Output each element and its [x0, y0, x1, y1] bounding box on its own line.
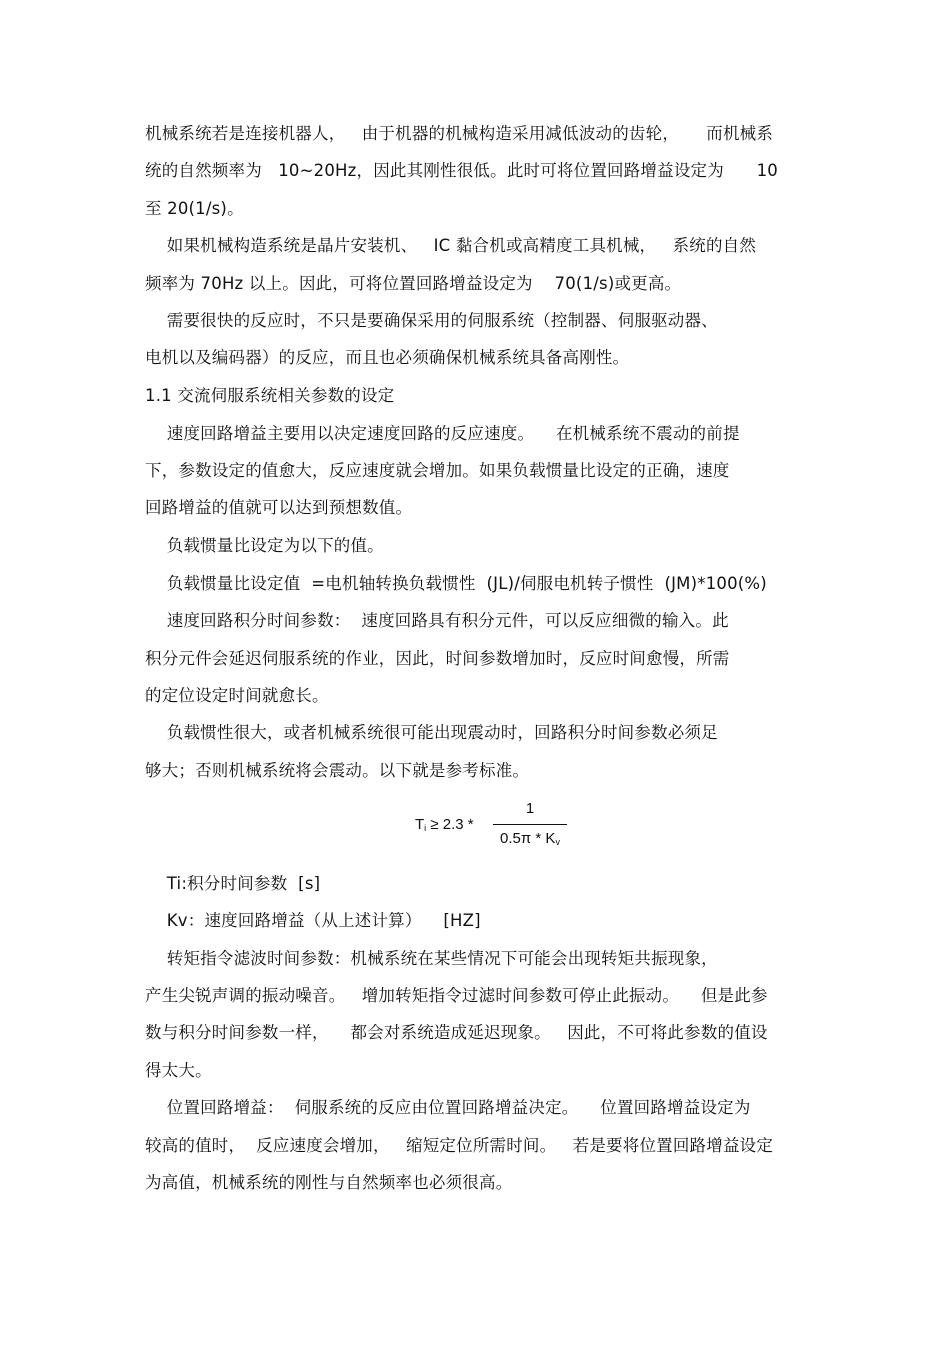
- formula-fraction-bar: [493, 824, 567, 825]
- text-line: Kv：速度回路增益（从上述计算） [HZ]: [145, 911, 481, 930]
- text-line: 够大；否则机械系统将会震动。以下就是参考标准。: [145, 761, 530, 780]
- formula-denominator: [493, 830, 567, 847]
- text-line: 电机以及编码器）的反应，而且也必须确保机械系统具备高刚性。: [145, 348, 630, 367]
- text-line: 1.1 交流伺服系统相关参数的设定: [145, 386, 395, 405]
- formula-sub-v: v: [555, 837, 560, 847]
- formula-lhs: [415, 816, 474, 833]
- text-line: 的定位设定时间就愈长。: [145, 686, 329, 705]
- text-line: 位置回路增益： 伺服系统的反应由位置回路增益决定。 位置回路增益设定为: [145, 1098, 751, 1117]
- formula-denominator-main: 0.5π * K: [500, 830, 556, 847]
- text-line: 统的自然频率为 10~20Hz，因此其刚性很低。此时可将位置回路增益设定为 10: [145, 161, 778, 180]
- text-line: 速度回路积分时间参数： 速度回路具有积分元件，可以反应细微的输入。此: [145, 611, 729, 630]
- formula-numerator: 1: [525, 800, 535, 817]
- text-line: 负载惯性很大，或者机械系统很可能出现震动时，回路积分时间参数必须足: [145, 723, 718, 742]
- text-line: 得太大。: [145, 1061, 212, 1080]
- text-line: 积分元件会延迟伺服系统的作业，因此，时间参数增加时，反应时间愈慢，所需: [145, 649, 730, 668]
- text-line: 速度回路增益主要用以决定速度回路的反应速度。 在机械系统不震动的前提: [145, 424, 740, 443]
- formula-relation: ≥ 2.3 *: [426, 816, 474, 833]
- integral-time-formula: [415, 798, 575, 858]
- text-line: 转矩指令滤波时间参数：机械系统在某些情况下可能会出现转矩共振现象，: [145, 949, 718, 968]
- text-line: Ti:积分时间参数 [s]: [145, 874, 321, 893]
- text-line: 为高值，机械系统的刚性与自然频率也必须很高。: [145, 1173, 513, 1192]
- text-line: 负载惯量比设定值 =电机轴转换负载惯性 (JL)/伺服电机转子惯性 (JM)*100(%): [145, 574, 767, 593]
- text-line: 数与积分时间参数一样， 都会对系统造成延迟现象。 因此，不可将此参数的值设: [145, 1023, 768, 1042]
- formula-sub-i: i: [424, 823, 427, 833]
- formula-symbol-t: T: [415, 816, 425, 833]
- text-line: 负载惯量比设定为以下的值。: [145, 536, 384, 555]
- text-line: 产生尖锐声调的振动噪音。 增加转矩指令过滤时间参数可停止此振动。 但是此参: [145, 986, 768, 1005]
- text-line: 回路增益的值就可以达到预想数值。: [145, 498, 413, 517]
- text-line: 如果机械构造系统是晶片安装机、 IC 黏合机或高精度工具机械， 系统的自然: [145, 236, 757, 255]
- text-line: 机械系统若是连接机器人， 由于机器的机械构造采用减低波动的齿轮， 而机械系: [145, 124, 774, 143]
- text-line: 下，参数设定的值愈大，反应速度就会增加。如果负载惯量比设定的正确，速度: [145, 461, 730, 480]
- text-line: 至 20(1/s)。: [145, 199, 244, 218]
- text-line: 较高的值时， 反应速度会增加， 缩短定位所需时间。 若是要将位置回路增益设定: [145, 1136, 774, 1155]
- text-line: 需要很快的反应时，不只是要确保采用的伺服系统（控制器、伺服驱动器、: [145, 311, 718, 330]
- text-line: 频率为 70Hz 以上。因此，可将位置回路增益设定为 70(1/s)或更高。: [145, 274, 682, 293]
